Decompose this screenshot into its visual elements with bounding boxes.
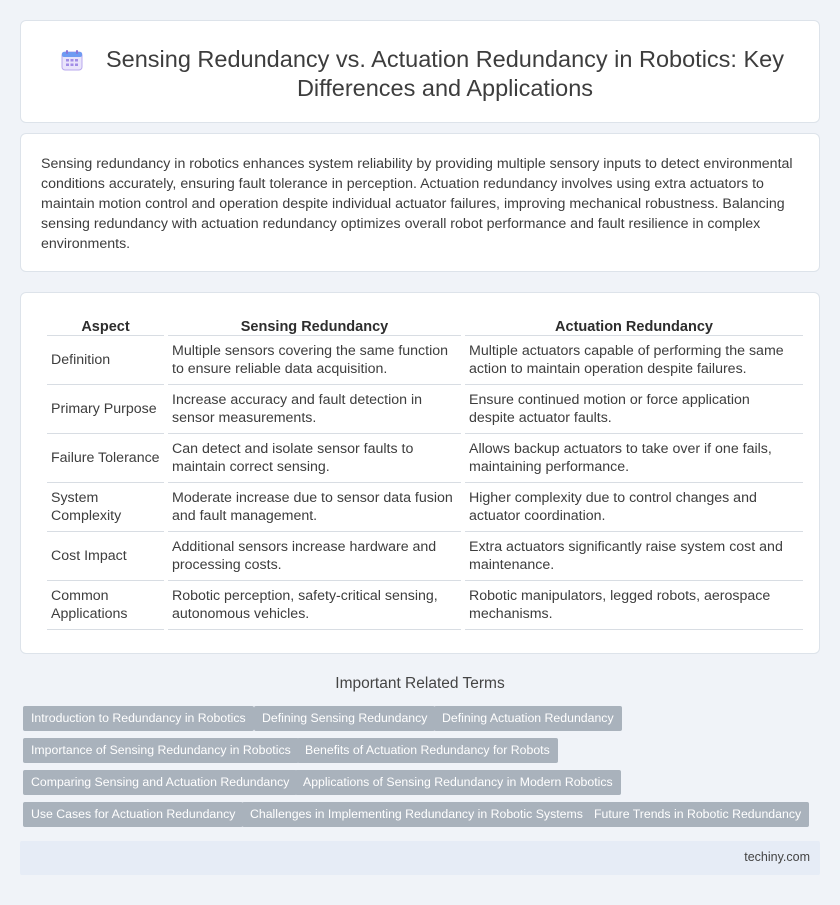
table-header-row bbox=[47, 315, 803, 336]
footer-site[interactable]: techiny.com bbox=[744, 850, 810, 864]
tag-link[interactable]: Importance of Sensing Redundancy in Robotics bbox=[23, 738, 299, 763]
intro-card bbox=[20, 133, 820, 272]
table-row bbox=[47, 434, 803, 483]
header-sensing: Sensing Redundancy bbox=[168, 315, 461, 336]
cell-actuation: Robotic manipulators, legged robots, aerospace mechanisms. bbox=[465, 581, 803, 630]
page-title: Sensing Redundancy vs. Actuation Redundancy in Robotics: Key Differences and Applications bbox=[105, 46, 784, 101]
header-actuation: Actuation Redundancy bbox=[465, 315, 803, 336]
header-aspect: Aspect bbox=[47, 315, 164, 336]
cell-aspect: System Complexity bbox=[47, 483, 164, 532]
cell-sensing: Robotic perception, safety-critical sensing, autonomous vehicles. bbox=[168, 581, 461, 630]
footer bbox=[20, 841, 820, 875]
cell-sensing: Additional sensors increase hardware and processing costs. bbox=[168, 532, 461, 581]
cell-sensing: Increase accuracy and fault detection in sensor measurements. bbox=[168, 385, 461, 434]
tag-link[interactable]: Defining Sensing Redundancy bbox=[254, 706, 435, 731]
tag-link[interactable]: Use Cases for Actuation Redundancy bbox=[23, 802, 243, 827]
cell-sensing: Can detect and isolate sensor faults to maintain correct sensing. bbox=[168, 434, 461, 483]
comparison-table bbox=[43, 315, 807, 630]
table-row bbox=[47, 532, 803, 581]
tag-link[interactable]: Benefits of Actuation Redundancy for Robots bbox=[297, 738, 558, 763]
tag-link[interactable]: Challenges in Implementing Redundancy in Robotic Systems bbox=[242, 802, 591, 827]
cell-actuation: Multiple actuators capable of performing the same action to maintain operation despite failures. bbox=[465, 336, 803, 385]
table-row bbox=[47, 336, 803, 385]
cell-aspect: Cost Impact bbox=[47, 532, 164, 581]
table-row bbox=[47, 581, 803, 630]
header-card bbox=[20, 20, 820, 123]
cell-actuation: Extra actuators significantly raise system cost and maintenance. bbox=[465, 532, 803, 581]
tag-link[interactable]: Introduction to Redundancy in Robotics bbox=[23, 706, 254, 731]
table-row bbox=[47, 483, 803, 532]
cell-actuation: Higher complexity due to control changes and actuator coordination. bbox=[465, 483, 803, 532]
tag-link[interactable]: Applications of Sensing Redundancy in Modern Robotics bbox=[295, 770, 621, 795]
calendar-icon bbox=[61, 49, 83, 71]
cell-actuation: Ensure continued motion or force application despite actuator faults. bbox=[465, 385, 803, 434]
cell-aspect: Failure Tolerance bbox=[47, 434, 164, 483]
tag-link[interactable]: Future Trends in Robotic Redundancy bbox=[586, 802, 809, 827]
cell-aspect: Primary Purpose bbox=[47, 385, 164, 434]
cell-sensing: Multiple sensors covering the same function to ensure reliable data acquisition. bbox=[168, 336, 461, 385]
table-row bbox=[47, 385, 803, 434]
cell-sensing: Moderate increase due to sensor data fusion and fault management. bbox=[168, 483, 461, 532]
comparison-card bbox=[20, 292, 820, 654]
cell-aspect: Common Applications bbox=[47, 581, 164, 630]
tag-link[interactable]: Comparing Sensing and Actuation Redundancy bbox=[23, 770, 297, 795]
cell-actuation: Allows backup actuators to take over if one fails, maintaining performance. bbox=[465, 434, 803, 483]
tag-link[interactable]: Defining Actuation Redundancy bbox=[434, 706, 622, 731]
intro-text: Sensing redundancy in robotics enhances system reliability by providing multiple sensory inputs to detect environmental conditions accurately, ensuring fault tolerance in perception. Actuation redundancy involves using extra actuators to maintain motion control and operation despite individual actuator failures, improving mechanical robustness. Balancing sensing redundancy with actuation redundancy optimizes overall robot performance and fault resilience in complex environments. bbox=[41, 156, 793, 252]
related-terms-title: Important Related Terms bbox=[335, 675, 505, 692]
cell-aspect: Definition bbox=[47, 336, 164, 385]
